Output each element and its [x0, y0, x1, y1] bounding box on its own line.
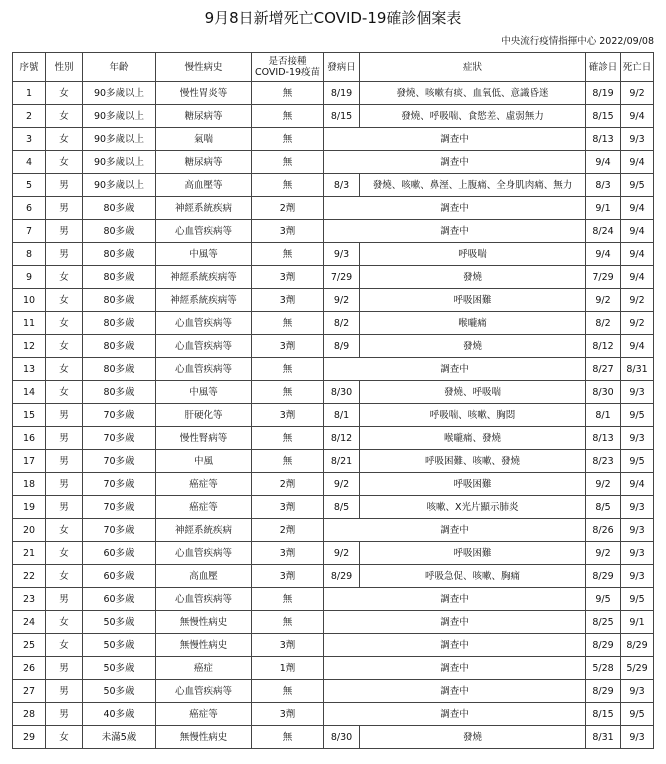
table-row — [13, 473, 654, 496]
table-cell: 9 — [13, 266, 46, 289]
table-cell: 無慢性病史 — [156, 611, 252, 634]
table-cell: 無慢性病史 — [156, 634, 252, 657]
table-row — [13, 82, 654, 105]
table-cell: 9/4 — [586, 243, 621, 266]
table-cell: 心血管疾病等 — [156, 542, 252, 565]
table-cell: 5 — [13, 174, 46, 197]
table-cell: 8/30 — [586, 381, 621, 404]
table-cell: 女 — [46, 105, 83, 128]
table-row — [13, 289, 654, 312]
header-cell: 序號 — [13, 53, 46, 82]
table-cell: 26 — [13, 657, 46, 680]
table-cell: 9/2 — [621, 312, 654, 335]
table-cell: 調查中 — [324, 128, 586, 151]
table-cell: 9/4 — [621, 243, 654, 266]
table-cell: 8/23 — [586, 450, 621, 473]
table-cell: 糖尿病等 — [156, 151, 252, 174]
table-cell: 16 — [13, 427, 46, 450]
table-cell: 無 — [252, 128, 324, 151]
source-date-line: 中央流行疫情指揮中心 2022/09/08 — [501, 36, 654, 47]
table-cell: 高血壓等 — [156, 174, 252, 197]
table-cell: 2 — [13, 105, 46, 128]
table-cell: 調查中 — [324, 703, 586, 726]
table-cell: 60多歲 — [83, 588, 156, 611]
table-cell: 9/5 — [586, 588, 621, 611]
table-cell: 8/29 — [586, 680, 621, 703]
table-cell: 1 — [13, 82, 46, 105]
table-cell: 男 — [46, 220, 83, 243]
table-cell: 調查中 — [324, 519, 586, 542]
table-cell: 調查中 — [324, 588, 586, 611]
table-cell: 8/15 — [586, 703, 621, 726]
table-cell: 2劑 — [252, 519, 324, 542]
header-cell: 症狀 — [360, 53, 586, 82]
table-cell: 咳嗽、X光片顯示肺炎 — [360, 496, 586, 519]
table-cell: 調查中 — [324, 680, 586, 703]
table-cell: 8/5 — [324, 496, 360, 519]
table-cell: 無 — [252, 358, 324, 381]
table-cell: 高血壓 — [156, 565, 252, 588]
table-row — [13, 174, 654, 197]
table-cell: 男 — [46, 680, 83, 703]
table-cell: 9/3 — [621, 519, 654, 542]
table-cell: 5/29 — [621, 657, 654, 680]
table-cell: 8/25 — [586, 611, 621, 634]
table-cell: 呼吸困難 — [360, 289, 586, 312]
table-cell: 50多歲 — [83, 634, 156, 657]
table-row — [13, 243, 654, 266]
table-cell: 8/30 — [324, 381, 360, 404]
table-row — [13, 450, 654, 473]
table-cell: 心血管疾病等 — [156, 220, 252, 243]
table-cell: 發燒、咳嗽有痰、血氧低、意識昏迷 — [360, 82, 586, 105]
table-cell: 8/3 — [586, 174, 621, 197]
table-cell: 3劑 — [252, 289, 324, 312]
table-cell: 男 — [46, 197, 83, 220]
table-cell: 男 — [46, 174, 83, 197]
table-cell: 80多歲 — [83, 220, 156, 243]
table-cell: 80多歲 — [83, 335, 156, 358]
table-cell: 調查中 — [324, 358, 586, 381]
table-cell: 無 — [252, 174, 324, 197]
table-cell: 8/1 — [324, 404, 360, 427]
table-cell: 9/2 — [586, 542, 621, 565]
table-cell: 25 — [13, 634, 46, 657]
table-cell: 8/29 — [586, 565, 621, 588]
table-cell: 女 — [46, 358, 83, 381]
table-cell: 8/21 — [324, 450, 360, 473]
table-cell: 90多歲以上 — [83, 174, 156, 197]
table-cell: 癌症等 — [156, 473, 252, 496]
table-cell: 9/3 — [621, 381, 654, 404]
table-cell: 癌症等 — [156, 496, 252, 519]
table-cell: 90多歲以上 — [83, 128, 156, 151]
header-cell: 慢性病史 — [156, 53, 252, 82]
table-cell: 呼吸急促、咳嗽、胸痛 — [360, 565, 586, 588]
table-cell: 3劑 — [252, 266, 324, 289]
table-cell: 心血管疾病等 — [156, 312, 252, 335]
table-cell: 呼吸喘 — [360, 243, 586, 266]
table-cell: 8/19 — [324, 82, 360, 105]
table-cell: 80多歲 — [83, 289, 156, 312]
table-cell: 慢性胃炎等 — [156, 82, 252, 105]
table-cell: 1劑 — [252, 657, 324, 680]
table-row — [13, 128, 654, 151]
table-cell: 女 — [46, 312, 83, 335]
table-cell: 女 — [46, 82, 83, 105]
table-row — [13, 404, 654, 427]
table-cell: 9/3 — [621, 128, 654, 151]
table-cell: 22 — [13, 565, 46, 588]
table-cell: 心血管疾病等 — [156, 358, 252, 381]
table-cell: 8/26 — [586, 519, 621, 542]
table-cell: 8/31 — [586, 726, 621, 749]
table-cell: 心血管疾病等 — [156, 335, 252, 358]
table-cell: 8/13 — [586, 427, 621, 450]
table-cell: 3劑 — [252, 404, 324, 427]
table-cell: 9/5 — [621, 450, 654, 473]
table-cell: 呼吸困難、咳嗽、發燒 — [360, 450, 586, 473]
table-cell: 90多歲以上 — [83, 82, 156, 105]
table-cell: 23 — [13, 588, 46, 611]
table-cell: 9/2 — [324, 473, 360, 496]
table-cell: 9/3 — [621, 680, 654, 703]
table-row — [13, 519, 654, 542]
table-cell: 18 — [13, 473, 46, 496]
table-cell: 90多歲以上 — [83, 151, 156, 174]
header-cell: 確診日 — [586, 53, 621, 82]
table-cell: 13 — [13, 358, 46, 381]
table-cell: 癌症等 — [156, 703, 252, 726]
table-row — [13, 335, 654, 358]
table-cell: 中風等 — [156, 243, 252, 266]
table-cell: 9/2 — [324, 542, 360, 565]
table-cell: 80多歲 — [83, 243, 156, 266]
table-cell: 男 — [46, 496, 83, 519]
table-cell: 9/5 — [621, 588, 654, 611]
table-cell: 8/29 — [324, 565, 360, 588]
table-cell: 3劑 — [252, 542, 324, 565]
header-cell: 性別 — [46, 53, 83, 82]
table-row — [13, 358, 654, 381]
table-cell: 9/5 — [621, 174, 654, 197]
table-cell: 9/4 — [621, 266, 654, 289]
table-cell: 8/1 — [586, 404, 621, 427]
table-cell: 9/3 — [621, 496, 654, 519]
table-cell: 80多歲 — [83, 381, 156, 404]
table-row — [13, 381, 654, 404]
table-cell: 呼吸困難 — [360, 542, 586, 565]
header-row — [13, 53, 654, 82]
table-cell: 8/15 — [324, 105, 360, 128]
table-cell: 癌症 — [156, 657, 252, 680]
table-cell: 無 — [252, 151, 324, 174]
table-cell: 女 — [46, 128, 83, 151]
table-cell: 9/3 — [621, 427, 654, 450]
table-cell: 10 — [13, 289, 46, 312]
table-cell: 無慢性病史 — [156, 726, 252, 749]
table-row — [13, 703, 654, 726]
table-cell: 9/5 — [621, 703, 654, 726]
table-cell: 9/4 — [621, 151, 654, 174]
table-cell: 8/19 — [586, 82, 621, 105]
table-cell: 3劑 — [252, 565, 324, 588]
table-cell: 中風 — [156, 450, 252, 473]
table-cell: 9/1 — [621, 611, 654, 634]
table-cell: 7/29 — [324, 266, 360, 289]
table-cell: 90多歲以上 — [83, 105, 156, 128]
header-cell: 是否接種COVID-19疫苗 — [252, 53, 324, 82]
table-cell: 9/2 — [621, 289, 654, 312]
table-cell: 15 — [13, 404, 46, 427]
table-cell: 神經系統疾病等 — [156, 266, 252, 289]
page-title: 9月8日新增死亡COVID-19確診個案表 — [204, 9, 462, 27]
case-table — [12, 52, 654, 749]
table-cell: 60多歲 — [83, 542, 156, 565]
table-cell: 女 — [46, 519, 83, 542]
table-cell: 發燒、呼吸喘 — [360, 381, 586, 404]
table-cell: 糖尿病等 — [156, 105, 252, 128]
table-cell: 慢性腎病等 — [156, 427, 252, 450]
table-cell: 無 — [252, 726, 324, 749]
table-cell: 女 — [46, 266, 83, 289]
table-cell: 80多歲 — [83, 358, 156, 381]
table-cell: 無 — [252, 680, 324, 703]
table-cell: 70多歲 — [83, 519, 156, 542]
table-cell: 呼吸喘、咳嗽、胸悶 — [360, 404, 586, 427]
table-cell: 9/4 — [621, 105, 654, 128]
table-row — [13, 496, 654, 519]
table-cell: 9/4 — [621, 473, 654, 496]
table-cell: 女 — [46, 565, 83, 588]
table-cell: 呼吸困難 — [360, 473, 586, 496]
table-row — [13, 726, 654, 749]
table-cell: 50多歲 — [83, 657, 156, 680]
header-cell: 發病日 — [324, 53, 360, 82]
table-cell: 女 — [46, 289, 83, 312]
table-cell: 80多歲 — [83, 266, 156, 289]
table-cell: 6 — [13, 197, 46, 220]
table-cell: 70多歲 — [83, 427, 156, 450]
table-cell: 無 — [252, 243, 324, 266]
table-cell: 無 — [252, 611, 324, 634]
table-cell: 發燒 — [360, 266, 586, 289]
table-cell: 14 — [13, 381, 46, 404]
table-cell: 17 — [13, 450, 46, 473]
table-cell: 男 — [46, 703, 83, 726]
table-row — [13, 197, 654, 220]
table-cell: 女 — [46, 151, 83, 174]
table-cell: 7/29 — [586, 266, 621, 289]
table-cell: 9/4 — [586, 151, 621, 174]
table-cell: 4 — [13, 151, 46, 174]
table-cell: 8/27 — [586, 358, 621, 381]
table-cell: 27 — [13, 680, 46, 703]
table-cell: 9/4 — [621, 220, 654, 243]
table-row — [13, 565, 654, 588]
table-cell: 女 — [46, 611, 83, 634]
table-cell: 男 — [46, 473, 83, 496]
table-cell: 男 — [46, 450, 83, 473]
table-cell: 調查中 — [324, 657, 586, 680]
table-cell: 女 — [46, 335, 83, 358]
table-cell: 9/2 — [586, 289, 621, 312]
table-cell: 男 — [46, 657, 83, 680]
table-cell: 8/5 — [586, 496, 621, 519]
table-row — [13, 588, 654, 611]
table-cell: 女 — [46, 634, 83, 657]
table-cell: 9/2 — [324, 289, 360, 312]
table-cell: 28 — [13, 703, 46, 726]
table-cell: 60多歲 — [83, 565, 156, 588]
table-cell: 發燒 — [360, 726, 586, 749]
table-cell: 70多歲 — [83, 473, 156, 496]
table-cell: 9/2 — [586, 473, 621, 496]
table-cell: 發燒、咳嗽、鼻溼、上腹痛、全身肌肉痛、無力 — [360, 174, 586, 197]
table-cell: 80多歲 — [83, 312, 156, 335]
table-cell: 發燒、呼吸喘、食慾差、虛弱無力 — [360, 105, 586, 128]
table-cell: 心血管疾病等 — [156, 588, 252, 611]
table-cell: 50多歲 — [83, 680, 156, 703]
table-cell: 9/3 — [621, 726, 654, 749]
table-row — [13, 542, 654, 565]
table-cell: 8/9 — [324, 335, 360, 358]
table-cell: 9/3 — [621, 542, 654, 565]
table-cell: 調查中 — [324, 611, 586, 634]
table-cell: 男 — [46, 404, 83, 427]
table-cell: 70多歲 — [83, 404, 156, 427]
table-cell: 調查中 — [324, 634, 586, 657]
table-cell: 8/2 — [324, 312, 360, 335]
table-row — [13, 427, 654, 450]
table-cell: 無 — [252, 427, 324, 450]
table-cell: 8/2 — [586, 312, 621, 335]
table-cell: 20 — [13, 519, 46, 542]
table-cell: 調查中 — [324, 197, 586, 220]
table-cell: 男 — [46, 243, 83, 266]
table-cell: 未滿5歲 — [83, 726, 156, 749]
table-cell: 8/24 — [586, 220, 621, 243]
table-cell: 5/28 — [586, 657, 621, 680]
table-row — [13, 151, 654, 174]
table-row — [13, 266, 654, 289]
table-cell: 9/2 — [621, 82, 654, 105]
header-cell: 年齡 — [83, 53, 156, 82]
table-cell: 11 — [13, 312, 46, 335]
table-cell: 80多歲 — [83, 197, 156, 220]
table-row — [13, 634, 654, 657]
table-cell: 3劑 — [252, 703, 324, 726]
table-row — [13, 680, 654, 703]
table-cell: 3劑 — [252, 634, 324, 657]
table-cell: 神經系統疾病等 — [156, 289, 252, 312]
table-cell: 心血管疾病等 — [156, 680, 252, 703]
table-cell: 肝硬化等 — [156, 404, 252, 427]
table-cell: 神經系統疾病 — [156, 519, 252, 542]
table-cell: 女 — [46, 381, 83, 404]
table-cell: 8/29 — [586, 634, 621, 657]
table-row — [13, 657, 654, 680]
table-cell: 無 — [252, 105, 324, 128]
table-cell: 男 — [46, 427, 83, 450]
table-cell: 無 — [252, 381, 324, 404]
table-cell: 12 — [13, 335, 46, 358]
table-cell: 無 — [252, 82, 324, 105]
table-cell: 50多歲 — [83, 611, 156, 634]
table-row — [13, 611, 654, 634]
table-cell: 70多歲 — [83, 450, 156, 473]
table-cell: 女 — [46, 542, 83, 565]
table-cell: 喉嚨痛 — [360, 312, 586, 335]
table-cell: 9/4 — [621, 197, 654, 220]
table-cell: 無 — [252, 450, 324, 473]
table-cell: 8/13 — [586, 128, 621, 151]
table-cell: 調查中 — [324, 220, 586, 243]
table-cell: 9/3 — [324, 243, 360, 266]
table-cell: 3 — [13, 128, 46, 151]
table-cell: 2劑 — [252, 473, 324, 496]
table-cell: 8/12 — [586, 335, 621, 358]
table-cell: 發燒 — [360, 335, 586, 358]
table-row — [13, 312, 654, 335]
table-cell: 3劑 — [252, 220, 324, 243]
table-cell: 氣喘 — [156, 128, 252, 151]
table-cell: 8/3 — [324, 174, 360, 197]
table-cell: 無 — [252, 588, 324, 611]
table-cell: 24 — [13, 611, 46, 634]
table-cell: 3劑 — [252, 496, 324, 519]
table-cell: 神經系統疾病 — [156, 197, 252, 220]
table-cell: 2劑 — [252, 197, 324, 220]
table-cell: 中風等 — [156, 381, 252, 404]
table-cell: 40多歲 — [83, 703, 156, 726]
table-cell: 8/12 — [324, 427, 360, 450]
table-row — [13, 105, 654, 128]
table-row — [13, 220, 654, 243]
table-cell: 3劑 — [252, 335, 324, 358]
table-cell: 9/1 — [586, 197, 621, 220]
table-cell: 8/29 — [621, 634, 654, 657]
table-cell: 無 — [252, 312, 324, 335]
table-cell: 8 — [13, 243, 46, 266]
table-cell: 男 — [46, 588, 83, 611]
table-cell: 8/30 — [324, 726, 360, 749]
table-cell: 29 — [13, 726, 46, 749]
table-body — [13, 82, 654, 749]
table-cell: 9/3 — [621, 565, 654, 588]
header-cell: 死亡日 — [621, 53, 654, 82]
table-cell: 7 — [13, 220, 46, 243]
table-cell: 19 — [13, 496, 46, 519]
table-cell: 女 — [46, 726, 83, 749]
table-cell: 9/5 — [621, 404, 654, 427]
table-cell: 21 — [13, 542, 46, 565]
table-cell: 調查中 — [324, 151, 586, 174]
table-cell: 8/31 — [621, 358, 654, 381]
table-cell: 8/15 — [586, 105, 621, 128]
table-cell: 70多歲 — [83, 496, 156, 519]
table-cell: 9/4 — [621, 335, 654, 358]
table-cell: 喉嚨痛、發燒 — [360, 427, 586, 450]
